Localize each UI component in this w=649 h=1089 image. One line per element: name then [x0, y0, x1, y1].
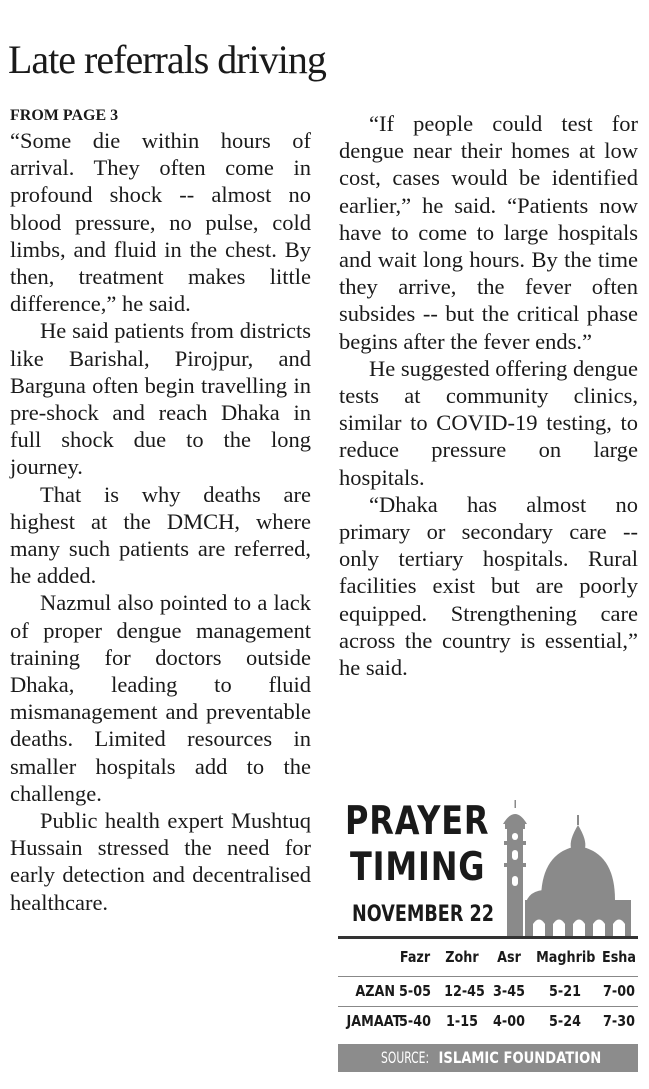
column-header-esha: Esha [602, 948, 636, 966]
paragraph: Public health expert Mushtuq Hussain stressed the need for early detection and decentralised healthcare. [10, 808, 311, 915]
table-divider [338, 1006, 638, 1007]
row-label: AZAN [355, 982, 395, 1000]
source-name: ISLAMIC FOUNDATION [438, 1048, 601, 1067]
prayer-title-line1: PRAYER [345, 799, 490, 844]
time-cell: 4-00 [493, 1012, 525, 1030]
mosque-icon [497, 800, 637, 938]
time-cell: 7-30 [603, 1012, 635, 1030]
article-column-2 [339, 110, 638, 681]
article-column-1 [10, 127, 311, 916]
source-bar [338, 1044, 638, 1072]
time-cell: 7-00 [603, 982, 635, 1000]
column-header-maghrib: Maghrib [536, 948, 596, 966]
table-header-row [338, 948, 638, 972]
prayer-title-line2: TIMING [350, 845, 486, 890]
time-cell: 5-05 [399, 982, 431, 1000]
table-row-jamaat [338, 1012, 638, 1036]
source-label: SOURCE: [380, 1048, 429, 1067]
time-cell: 12-45 [444, 982, 485, 1000]
column-header-zohr: Zohr [445, 948, 479, 966]
time-cell: 5-40 [399, 1012, 431, 1030]
column-header-fazr: Fazr [399, 948, 431, 966]
table-top-rule [338, 936, 638, 939]
kicker: FROM PAGE 3 [10, 107, 119, 124]
column-header-asr: Asr [497, 948, 521, 966]
paragraph: “Some die within hours of arrival. They often come in profound shock -- almost no blood pressure, no pulse, cold limbs, and fluid in the chest. By then, treatment makes little difference,” he said. [10, 128, 311, 317]
time-cell: 5-21 [549, 982, 581, 1000]
headline: Late referrals driving [8, 37, 326, 82]
time-cell: 3-45 [493, 982, 525, 1000]
time-cell: 1-15 [446, 1012, 478, 1030]
time-cell: 5-24 [549, 1012, 581, 1030]
paragraph: “If people could test for dengue near their homes at low cost, cases would be identified earlier,” he said. “Patients now have to come to large hospitals and wait long hours. By the time they arrive, the fever often subsides -- but the critical phase begins after the fever ends.” [339, 111, 638, 354]
paragraph: “Dhaka has almost no primary or secondary care -- only tertiary hospitals. Rural facilities exist but are poorly equipped. Strengthening care across the country is essential,” he said. [339, 491, 638, 681]
paragraph: He said patients from districts like Barishal, Pirojpur, and Barguna often begin travelling in pre-shock and reach Dhaka in full shock due to the long journey. [10, 318, 311, 480]
table-divider [338, 976, 638, 977]
table-row-azan [338, 982, 638, 1006]
paragraph: That is why deaths are highest at the DMCH, where many such patients are referred, he added. [10, 481, 311, 589]
paragraph: Nazmul also pointed to a lack of proper dengue management training for doctors outside Dhaka, leading to fluid mismanagement and preventable deaths. Limited resources in smaller hospitals add to the challenge. [10, 590, 311, 806]
paragraph: He suggested offering dengue tests at community clinics, similar to COVID-19 testing, to reduce pressure on large hospitals. [339, 355, 638, 490]
row-label: JAMAAT [346, 1012, 402, 1030]
prayer-date: NOVEMBER 22 [352, 902, 494, 927]
